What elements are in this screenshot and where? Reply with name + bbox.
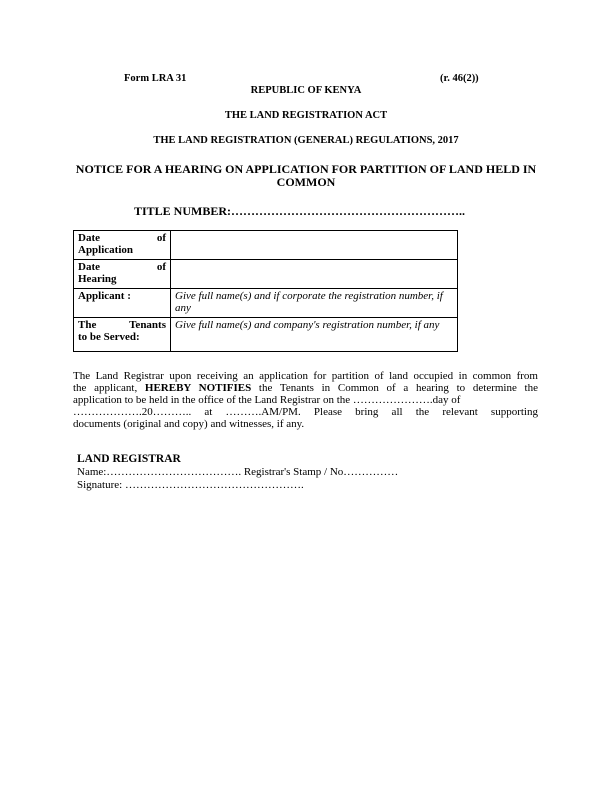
label-line: Applicant :: [78, 290, 131, 302]
table-row: [74, 318, 458, 352]
row-label-tenants-to-be-served: [74, 318, 171, 352]
rule-reference: (r. 46(2)): [440, 73, 479, 84]
label-line: Date of: [78, 232, 166, 244]
paragraph-line: application to be held in the office of the Land Registrar on the ………………….day of: [73, 394, 461, 406]
paragraph-line: ……………….20……….. at ……….AM/PM. Please bring all the relevant supporting: [73, 406, 538, 418]
regulations-heading: THE LAND REGISTRATION (GENERAL) REGULATIONS, 2017: [153, 135, 459, 146]
applicant-value[interactable]: Give full name(s) and if corporate the registration number, if any: [171, 289, 458, 318]
paragraph-line: documents (original and copy) and witnesses, if any.: [73, 418, 305, 430]
notice-paragraph: [73, 370, 538, 430]
paragraph-line: [73, 382, 538, 394]
row-label-date-of-application: [74, 231, 171, 260]
paragraph-text: the applicant,: [73, 382, 145, 394]
label-line: Hearing: [78, 273, 117, 285]
paragraph-text: the Tenants in Common of a hearing to determine the: [251, 382, 538, 394]
republic-heading: REPUBLIC OF KENYA: [250, 85, 362, 96]
act-heading: THE LAND REGISTRATION ACT: [224, 110, 388, 121]
notice-title: NOTICE FOR A HEARING ON APPLICATION FOR PARTITION OF LAND HELD IN COMMON: [75, 162, 537, 189]
hereby-notifies-text: HEREBY NOTIFIES: [144, 382, 252, 394]
land-registrar-heading: LAND REGISTRAR: [77, 453, 181, 465]
label-line: Application: [78, 244, 134, 256]
date-of-hearing-value[interactable]: [171, 260, 458, 289]
title-number-field: TITLE NUMBER:…………………………………………………..: [134, 204, 466, 218]
registrar-name-stamp-line: Name:………………………………. Registrar's Stamp / No……………: [77, 466, 399, 478]
row-label-applicant: [74, 289, 171, 318]
label-line: to be Served:: [78, 331, 140, 343]
form-id: Form LRA 31: [124, 73, 187, 84]
paragraph-line: The Land Registrar upon receiving an application for partition of land occupied in common from: [73, 370, 538, 382]
row-label-date-of-hearing: [74, 260, 171, 289]
label-line: Date of: [78, 261, 166, 273]
notice-details-table: [73, 230, 458, 352]
table-row: [74, 289, 458, 318]
label-line: The Tenants: [78, 319, 166, 331]
date-of-application-value[interactable]: [171, 231, 458, 260]
table-row: [74, 260, 458, 289]
registrar-signature-line: Signature: ………………………………………….: [77, 479, 304, 491]
table-row: [74, 231, 458, 260]
tenants-to-be-served-value[interactable]: Give full name(s) and company's registration number, if any: [171, 318, 458, 352]
